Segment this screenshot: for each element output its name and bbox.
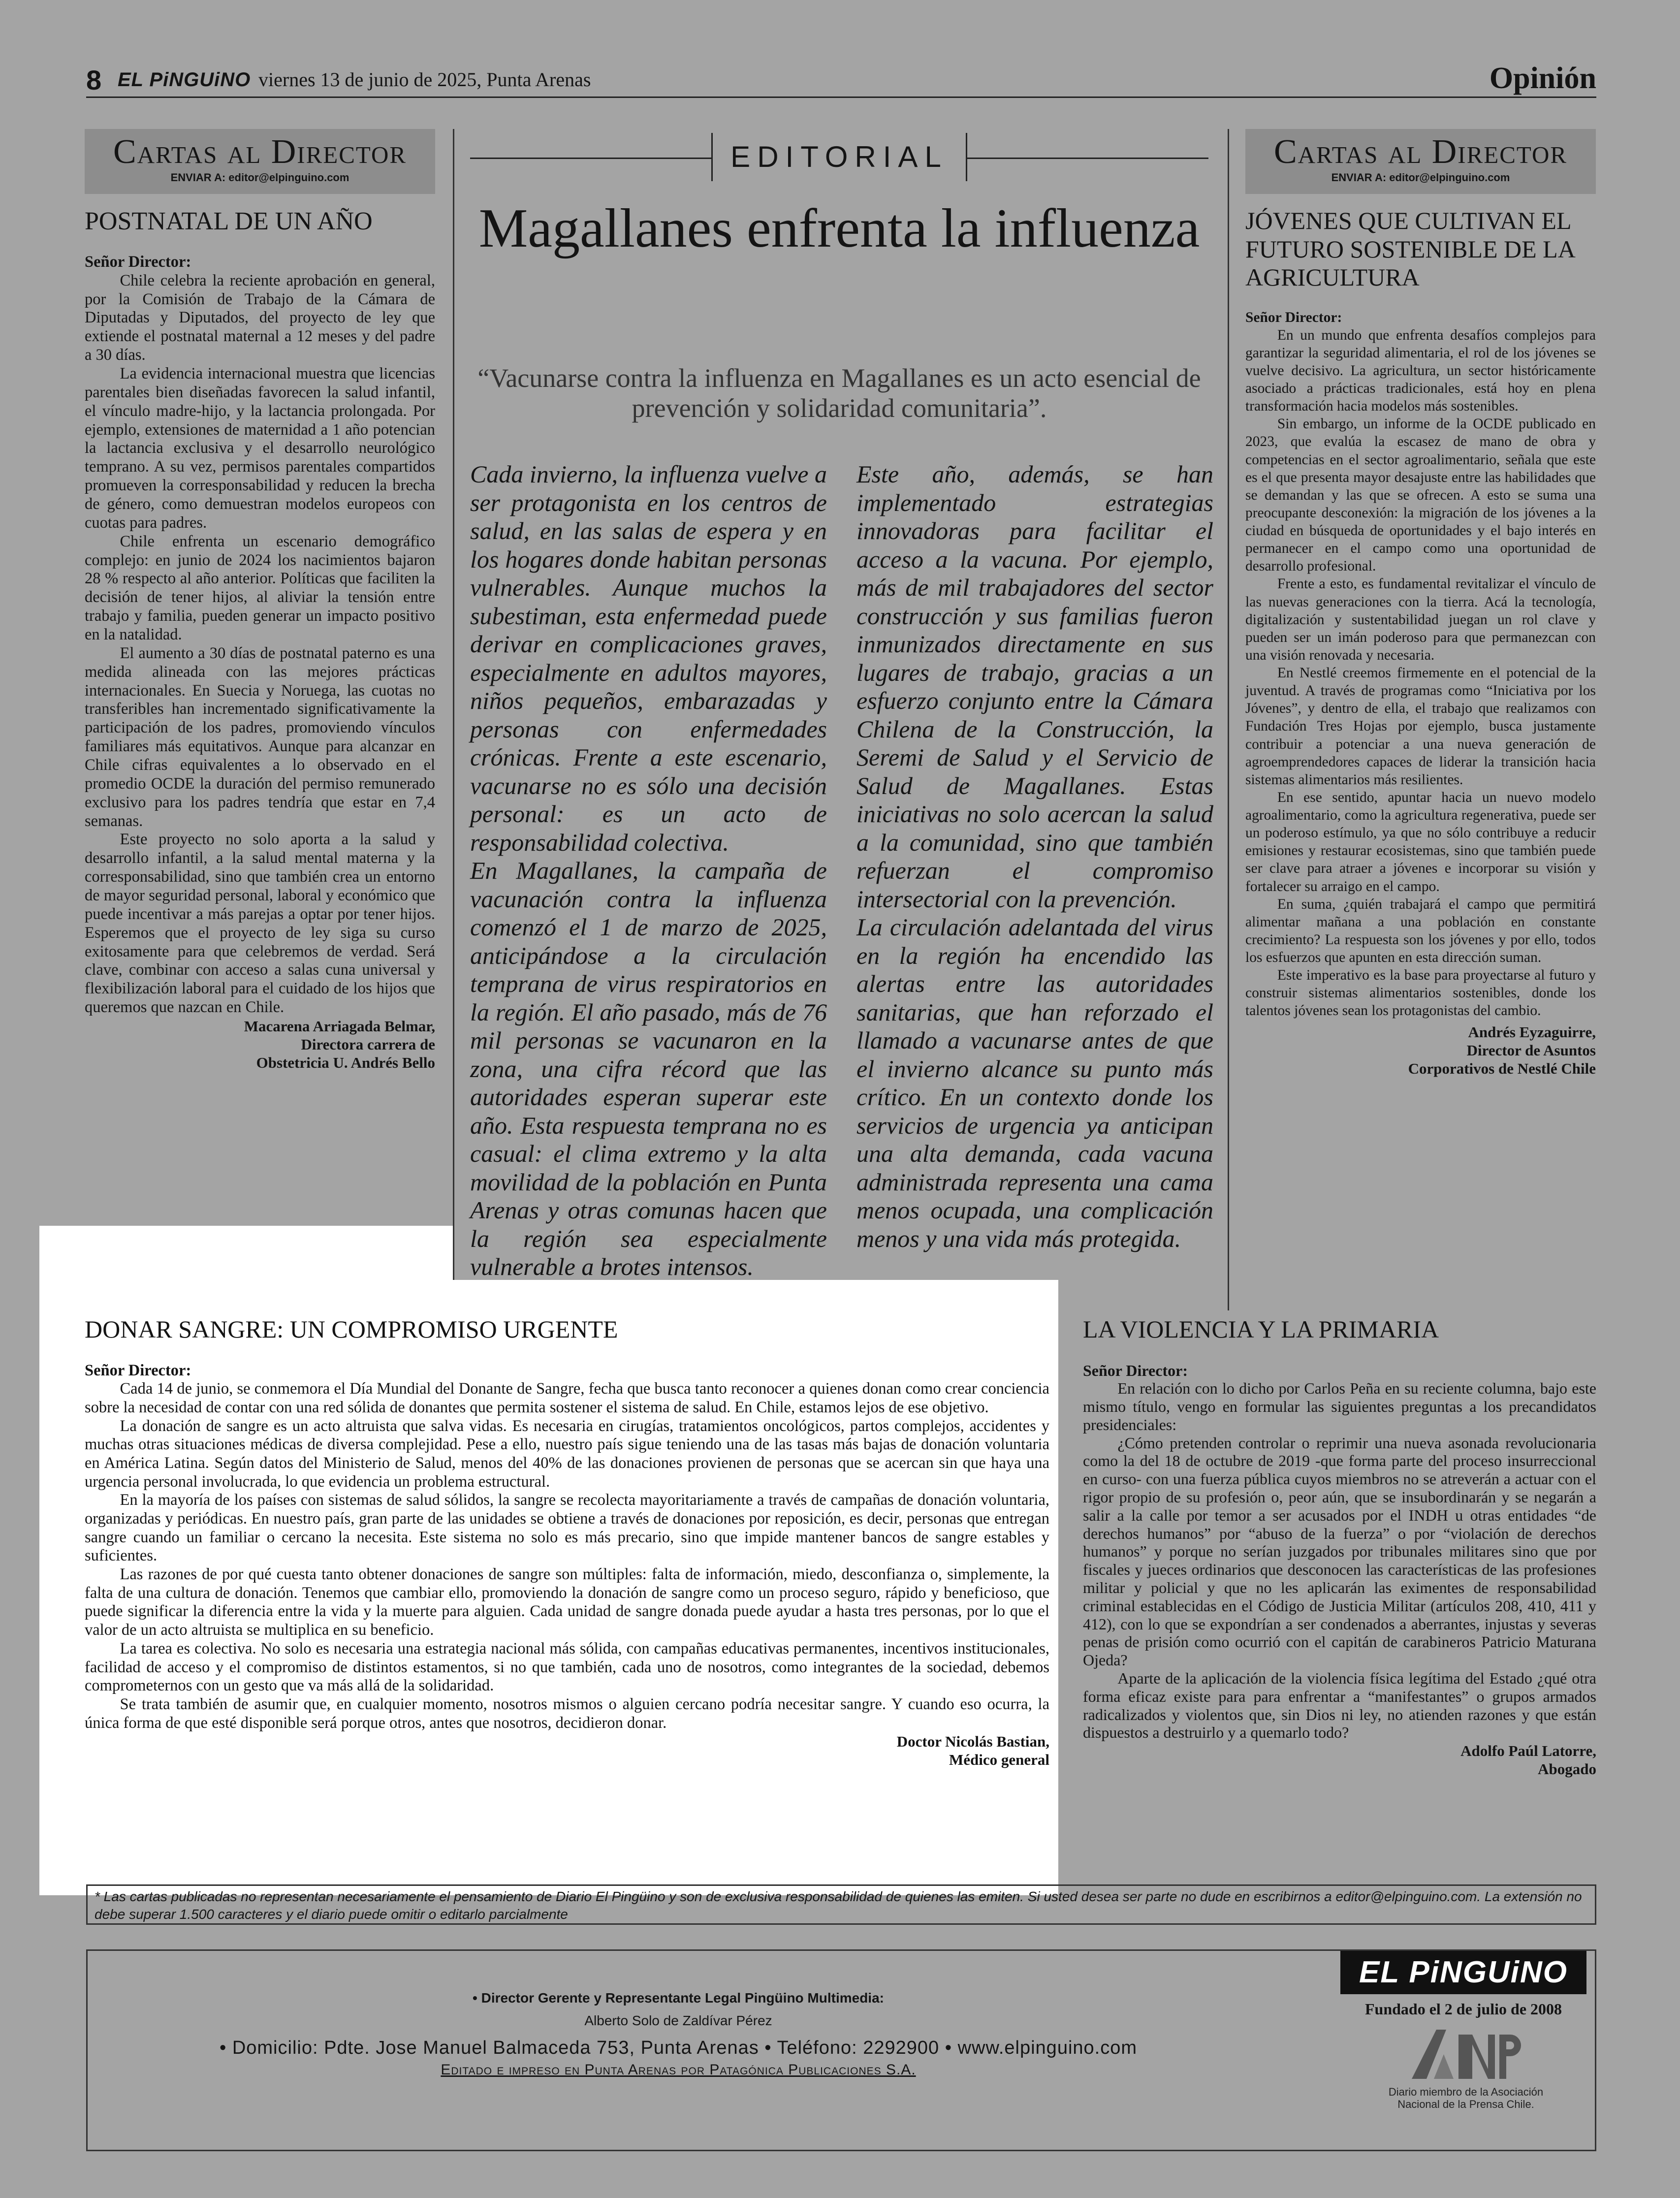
letter-postnatal (85, 207, 435, 1072)
page-number: 8 (86, 64, 102, 96)
letter-signature (1245, 1023, 1596, 1078)
letter-salute: Señor Director: (85, 253, 191, 271)
letter-body (1245, 309, 1596, 1020)
letter-paragraph: Cada 14 de junio, se conmemora el Día Mundial del Donante de Sangre, fecha que busca tanto reconocer a quienes donan como crear conciencia sobre la necesidad de contar con una red sólida de donantes que permita sostener el sistema de salud. En Chile, estamos lejos de ese objetivo. (85, 1380, 1049, 1416)
letter-paragraph: Este imperativo es la base para proyectarse al futuro y construir sistemas alimentarios sostenibles, donde los talentos jóvenes sean los protagonistas del cambio. (1245, 967, 1596, 1019)
letter-sangre (85, 1315, 1049, 1769)
letter-signature (85, 1732, 1049, 1769)
letter-title: LA VIOLENCIA Y LA PRIMARIA (1083, 1315, 1439, 1343)
footer-logo: EL PiNGUiNO (1340, 1951, 1586, 1994)
letter-paragraph: Las razones de por qué cuesta tanto obtener donaciones de sangre son múltiples: falta de información, miedo, desconfianza o, simplemente, la falta de una cultura de donación. Tenemos que cambiar ello, promoviendo la donación de sangre como un proceso seguro, rápido y beneficioso, que puede significar la diferencia entre la vida y la muerte para alguien. Cada unidad de sangre donada puede ayudar a hasta tres personas, por lo que el valor de un acto altruista se multiplica en su beneficio. (85, 1565, 1049, 1639)
header-rule (86, 96, 1596, 98)
signature-line: Macarena Arriagada Belmar, (244, 1018, 435, 1035)
signature-line: Directora carrera de (301, 1036, 435, 1053)
letter-paragraph: Chile celebra la reciente aprobación en general, por la Comisión de Trabajo de la Cámara de Diputadas y Diputados, del proyecto de ley que extiende el postnatal maternal a 12 meses y del padre a 30 días. (85, 271, 435, 364)
letter-paragraph: Sin embargo, un informe de la OCDE publicado en 2023, que evalúa la escasez de mano de obra y competencias en el sector agroalimentario, señala que este es el que presenta mayor desajuste entre las habilidades que se demandan y las que se ofrecen. A esto se suma una preocupante desconexión: la migración de los jóvenes a la ciudad en búsqueda de oportunidades y el bajo interés en permanecer en el campo como una oportunidad de desarrollo profesional. (1245, 416, 1596, 574)
letter-title: POSTNATAL DE UN AÑO (85, 207, 373, 235)
footer-address: • Domicilio: Pdte. Jose Manuel Balmaceda 753, Punta Arenas • Teléfono: 2292900 • www.elpinguino.com (219, 2038, 1138, 2058)
page-header (86, 64, 1596, 98)
letter-paragraph: En Nestlé creemos firmemente en el potencial de la juventud. A través de programas como “Iniciativa por los Jóvenes”, y dentro de ella, el trabajo que realizamos con Fundación Tres Hojas por ejemplo, busca justamente contribuir a potenciar a una nueva generación de agroemprendedores capaces de liderar la transición hacia sistemas alimentarios más resilientes. (1245, 665, 1596, 788)
signature-line: Abogado (1538, 1760, 1596, 1778)
letter-paragraph: Se trata también de asumir que, en cualquier momento, nosotros mismos o alguien cercano podría necesitar sangre. Y cuando eso ocurra, la única forma de que esté disponible será porque otros, antes que nosotros, decidieron donar. (85, 1695, 1049, 1732)
editorial-paragraph: En Magallanes, la campaña de vacunación contra la influenza comenzó el 1 de marzo de 2025, anticipándose a la circulación temprana de virus respiratorios en la región. El año pasado, más de 76 mil personas se vacunaron en la zona, una cifra récord que las autoridades esperan superar este año. Esta respuesta temprana no es casual: el clima extremo y la alta movilidad de la población en Punta Arenas y otras comunas hacen que la región sea especialmente vulnerable a brotes intensos. (470, 857, 827, 1280)
editorial-paragraph: Este año, además, se han implementado estrategias innovadoras para facilitar el acceso a la vacuna. Por ejemplo, más de mil trabajadores del sector construcción y sus familias fueron inmunizados directamente en sus lugares de trabajo, gracias a un esfuerzo conjunto entre la Cámara Chilena de la Construcción, la Seremi de Salud y el Servicio de Salud de Magallanes. Estas iniciativas no solo acercan la salud a la comunidad, sino que también refuerzan el compromiso intersectorial con la prevención. (856, 460, 1213, 913)
letter-salute: Señor Director: (1083, 1361, 1188, 1379)
header-logo: EL PiNGUiNO (118, 69, 251, 91)
letter-paragraph: La donación de sangre es un acto altruista que salva vidas. Es necesaria en cirugías, tratamientos oncológicos, partos complejos, accidentes y muchas otras situaciones médicas de diversa complejidad. Pese a ello, nuestro país sigue teniendo una de las tasas más bajas de donación voluntaria en América Latina. Según datos del Ministerio de Salud, menos del 40% de las donaciones provienen de personas que se acercan sin que haya una urgencia personal involucrada, lo que evidencia un problema estructural. (85, 1417, 1049, 1491)
editorial-rule (470, 158, 711, 159)
editorial-rule (967, 158, 1208, 159)
anp-caption: Diario miembro de la Asociación Nacional de la Prensa Chile. (1388, 2086, 1544, 2111)
letter-salute: Señor Director: (1245, 309, 1342, 325)
signature-line: Médico general (949, 1751, 1049, 1769)
footer-credits (88, 1990, 1269, 2078)
letter-paragraph: La evidencia internacional muestra que licencias parentales bien diseñadas favorecen la salud infantil, el vínculo madre-hijo, y la lactancia prolongada. Por ejemplo, extensiones de maternidad a 1 año potencian la lactancia exclusiva y el desarrollo neurológico temprano. A su vez, permisos parentales compartidos promueven la corresponsabilidad y reducen la brecha de género, como demuestran modelos europeos con cuotas para padres. (85, 364, 435, 532)
signature-line: Obstetricia U. Andrés Bello (256, 1054, 435, 1072)
cartas-email: ENVIAR A: editor@elpinguino.com (1331, 171, 1510, 184)
footer-name: Alberto Solo de Zaldívar Pérez (584, 2013, 772, 2028)
letter-signature (1083, 1742, 1596, 1778)
letter-paragraph: Chile enfrenta un escenario demográfico complejo: en junio de 2024 los nacimientos bajaron 28 % respecto al año anterior. Políticas que faciliten la decisión de tener hijos, al aliviar la tensión entre trabajo y familia, pueden generar un impacto positivo en la natalidad. (85, 532, 435, 643)
cartas-email: ENVIAR A: editor@elpinguino.com (170, 171, 349, 184)
letter-title: JÓVENES QUE CULTIVAN EL FUTURO SOSTENIBLE DE LA AGRICULTURA (1245, 207, 1575, 291)
footer-founded: Fundado el 2 de julio de 2008 (1364, 2000, 1562, 2018)
signature-line: Director de Asuntos (1466, 1041, 1596, 1059)
section-title: Opinión (1489, 62, 1596, 95)
signature-line: Corporativos de Nestlé Chile (1408, 1059, 1596, 1077)
cartas-title: Cartas al Director (1273, 133, 1568, 171)
footer-box (86, 1949, 1596, 2151)
cartas-header-right (1245, 129, 1596, 194)
letter-paragraph: ¿Cómo pretenden controlar o reprimir una nueva asonada revolucionaria como la del 18 de octubre de 2019 -que forma parte del proceso insurreccional en curso- con una fuerza pública cuyos miembros no se atreverán a actuar con el rigor propio de su profesión o, peor aún, que se insubordinarán y se negarán a salir a la calle por temor a ser acusados por el INDH u otras entidades “de derechos humanos” por “abuso de la fuerza” o por “violación de derechos humanos” y porque no serían juzgados por tribunales militares sino que por fiscales y jueces ordinarios que desconocen las características de las profesiones militar y policial y que no les aplicarán las eximentes de responsabilidad criminal establecidas en el Código de Justicia Militar (artículos 208, 410, 411 y 412), con lo que se expondrían a ser condenados a aberrantes, injustas y severas penas de prisión como ocurrió con el capitán de carabineros Patricio Maturana Ojeda? (1083, 1433, 1596, 1669)
editorial-quote: “Vacunarse contra la influenza en Magallanes es un acto esencial de prevención y solidaridad comunitaria”. (477, 363, 1201, 423)
signature-line: Andrés Eyzaguirre, (1468, 1023, 1596, 1041)
inset-background (453, 1280, 1058, 1309)
signature-line: Adolfo Paúl Latorre, (1460, 1742, 1596, 1760)
letter-paragraph: La tarea es colectiva. No solo es necesaria una estrategia nacional más sólida, con campañas educativas permanentes, incentivos institucionales, facilidad de acceso y el compromiso de distintos estamentos, si no que también, cada uno de nosotros, como integrantes de la sociedad, debemos comprometernos con un gesto que va más allá de la solidaridad. (85, 1639, 1049, 1695)
editorial-label-wrap (470, 133, 1208, 182)
editorial-title: Magallanes enfrenta la influenza (478, 198, 1200, 259)
column-rule (1228, 129, 1229, 1310)
letter-paragraph: Frente a esto, es fundamental revitalizar el vínculo de las nuevas generaciones con la tierra. Acá la tecnología, digitalización y sustentabilidad juegan un rol clave y pueden ser un imán poderoso para que permanezcan con una visión renovada y necesaria. (1245, 576, 1596, 663)
letter-jovenes (1245, 207, 1596, 1078)
letter-body (1083, 1362, 1596, 1742)
footer-role: • Director Gerente y Representante Legal Pingüino Multimedia: (473, 1990, 884, 2006)
letter-paragraph: En la mayoría de los países con sistemas de salud sólidos, la sangre se recolecta mayoritariamente a través de campañas de donación voluntaria, organizadas y periódicas. En nuestro país, gran parte de las unidades se obtiene a través de donaciones por reposición, es decir, personas que entregan sangre cuando un familiar o cercano la necesita. Este sistema no solo es más precario, sino que impide mantener bancos de sangre estables y suficientes. (85, 1491, 1049, 1565)
signature-line: Doctor Nicolás Bastian, (896, 1733, 1049, 1751)
letter-body (85, 1362, 1049, 1733)
letter-body (85, 253, 435, 1017)
editorial-paragraph: La circulación adelantada del virus en la región ha encendido las alertas entre las autoridades sanitarias, que han reforzado el llamado a vacunarse antes de que el invierno alcance su punto más crítico. En un contexto donde los servicios de urgencia ya anticipan una alta demanda, cada vacuna administrada representa una cama menos ocupada, una complicación menos y una vida más protegida. (856, 913, 1213, 1252)
disclaimer-box: * Las cartas publicadas no representan necesariamente el pensamiento de Diario El Pingüino y son de exclusiva responsabilidad de quienes las emiten. Si usted desea ser parte no dude en escribirnos a editor@elpinguino.com. La extensión no debe superar 1.500 caracteres y el diario puede omitir o editarlo parcialmente (86, 1884, 1596, 1925)
editorial-label: EDITORIAL (711, 133, 967, 181)
letter-paragraph: Este proyecto no solo aporta a la salud y desarrollo infantil, a la salud mental materna y la corresponsabilidad, sino que también crea un entorno de mayor seguridad personal, laboral y económico que puede incentivar a más parejas a optar por tener hijos. Esperemos que el proyecto de ley siga su curso exitosamente para que celebremos de verdad. Será clave, combinar con acceso a salas cuna universal y flexibilización laboral para el cuidado de los hijos que queremos que nazcan en Chile. (85, 830, 435, 1017)
letter-paragraph: En relación con lo dicho por Carlos Peña en su reciente columna, bajo este mismo título, vengo en formular las siguientes preguntas a los precandidatos presidenciales: (1083, 1379, 1596, 1433)
letter-paragraph: En suma, ¿quién trabajará el campo que permitirá alimentar mañana a una población en constante crecimiento? La respuesta son los jóvenes y por ello, todos los esfuerzos que apunten en esta dirección suman. (1245, 896, 1596, 965)
editorial-paragraph: Cada invierno, la influenza vuelve a ser protagonista en los centros de salud, en las salas de espera y en los hogares donde habitan personas vulnerables. Aunque muchos la subestiman, esta enfermedad puede derivar en complicaciones graves, especialmente en adultos mayores, niños pequeños, embarazadas y personas con enfermedades crónicas. Frente a este escenario, vacunarse no es sólo una decisión personal: es un acto de responsabilidad colectiva. (470, 460, 827, 856)
editorial-column-2 (856, 460, 1213, 1253)
letter-salute: Señor Director: (85, 1361, 191, 1379)
letter-violencia (1083, 1315, 1596, 1779)
letter-paragraph: En un mundo que enfrenta desafíos complejos para garantizar la seguridad alimentaria, el rol de los jóvenes se vuelve decisivo. La agricultura, un sector históricamente asociado a prácticas tradicionales, está hoy en plena transformación hacia modelos más sostenibles. (1245, 327, 1596, 414)
editorial-column-1 (470, 460, 827, 1281)
letter-paragraph: En ese sentido, apuntar hacia un nuevo modelo agroalimentario, como la agricultura regenerativa, puede ser un poderoso estímulo, ya que no sólo contribuye a reducir emisiones y restaurar ecosistemas, sino que también puede ser clave para atraer a jóvenes e incorporar su visión y fortalecer su arraigo en el campo. (1245, 789, 1596, 894)
anp-logo-icon (1407, 2025, 1525, 2084)
anp-logo (1387, 2025, 1545, 2128)
letter-paragraph: El aumento a 30 días de postnatal paterno es una medida alineada con las mejores prácticas internacionales. En Suecia y Noruega, las cuotas no transferibles han incrementado significativamente la participación de los padres, promoviendo vínculos familiares más equitativos. Aunque para alcanzar en Chile cifras equivalentes a lo observado en el promedio OCDE la duración del permiso remunerado exclusivo para los padres tendría que estar en 7,4 semanas. (85, 644, 435, 830)
letter-title: DONAR SANGRE: UN COMPROMISO URGENTE (85, 1315, 618, 1343)
letter-paragraph: Aparte de la aplicación de la violencia física legítima del Estado ¿qué otra forma eficaz existe para para enfrentar a “manifestantes” o grupos armados radicalizados y violentos que, sin Dios ni ley, no atienden razones y que están dispuestos a destruirlo y a quemarlo todo? (1083, 1669, 1596, 1742)
column-rule (453, 129, 454, 1296)
cartas-header-left (85, 129, 435, 194)
footer-printer: Editado e impreso en Punta Arenas por Patagónica Publicaciones S.A. (441, 2062, 916, 2078)
header-date: viernes 13 de junio de 2025, Punta Arenas (258, 68, 591, 91)
cartas-title: Cartas al Director (113, 133, 407, 171)
letter-signature (85, 1017, 435, 1072)
